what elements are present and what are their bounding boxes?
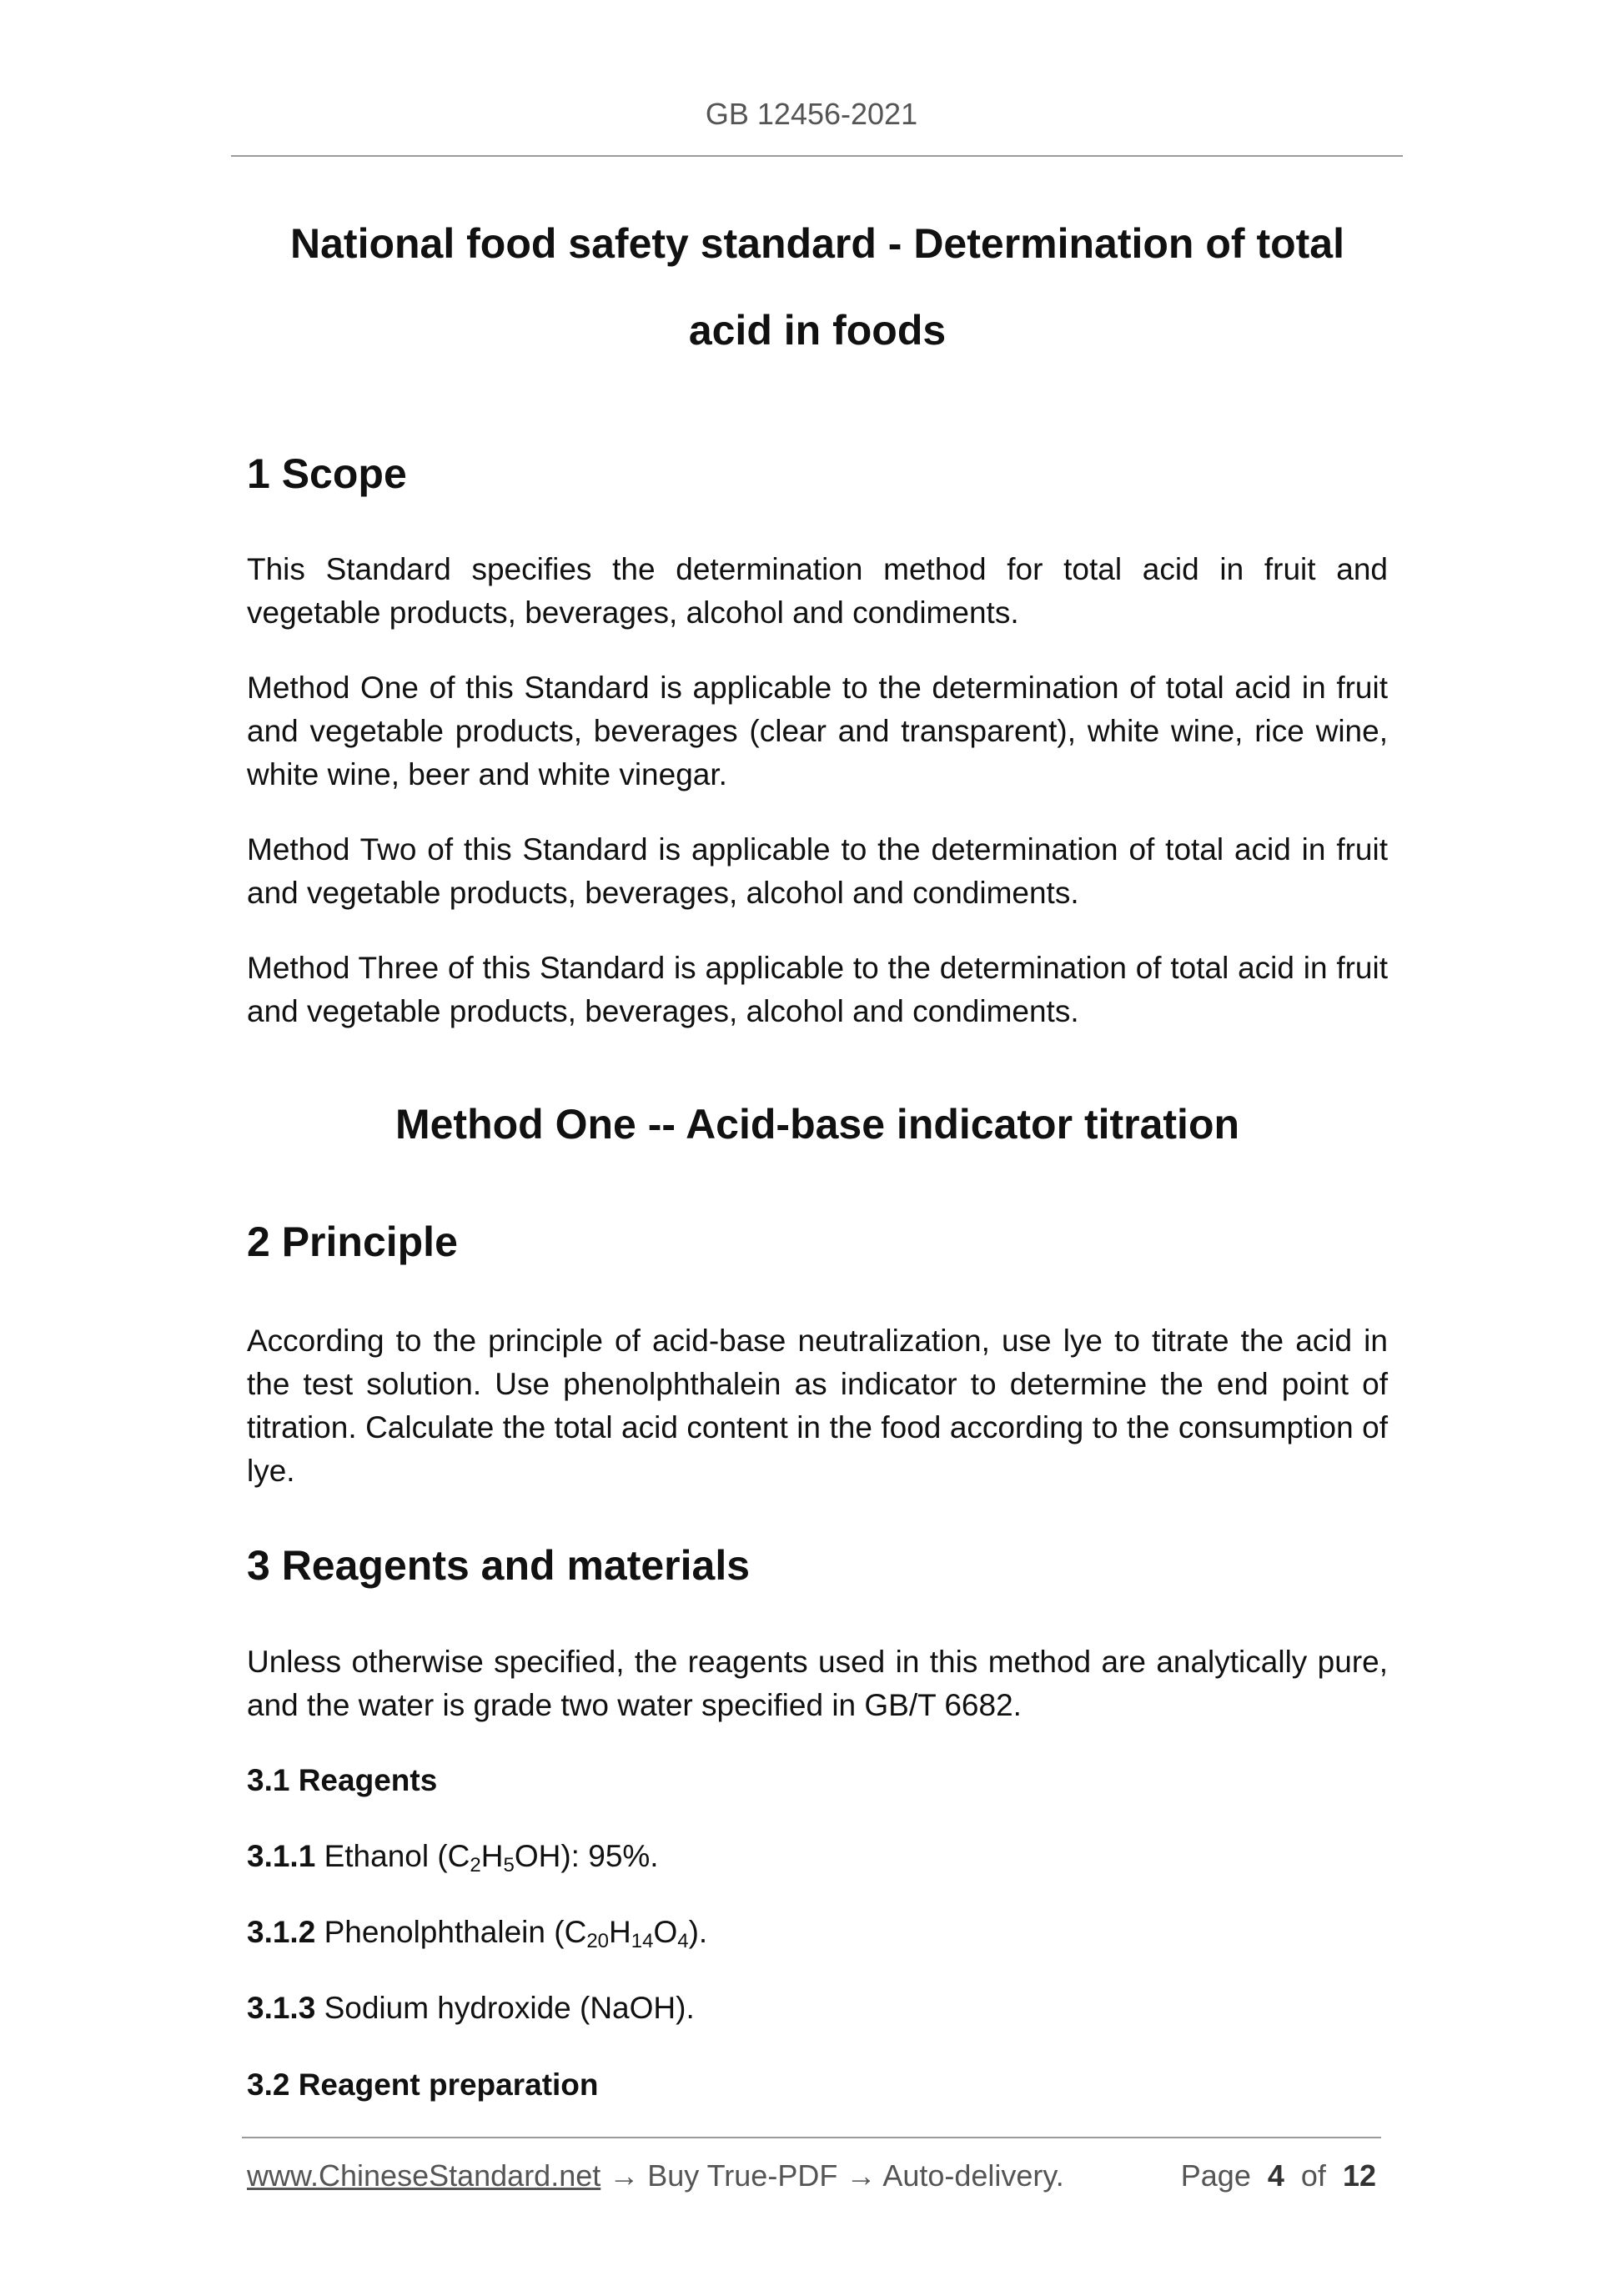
section-3-heading: 3 Reagents and materials [247, 1542, 751, 1589]
page-footer [247, 2158, 1376, 2200]
reagent-item-ethanol: 3.1.1 Ethanol $(C_2H_5OH)$: 95%. [247, 1839, 659, 1876]
subsection-3-1-heading: 3.1 Reagents [247, 1763, 438, 1797]
running-header: GB 12456-2021 [705, 97, 918, 131]
scope-paragraph-3: Method Two of this Standard is applicable to the determination of total acid in fruit and vegetable products, beverages, alcohol and condiments. [247, 832, 1388, 910]
current-page-number: 4 [1267, 2158, 1284, 2193]
section-1-heading: 1 Scope [247, 450, 407, 497]
method-one-heading: Method One -- Acid-base indicator titration [394, 1101, 1240, 1148]
subsection-3-2-heading: 3.2 Reagent preparation [247, 2067, 599, 2102]
scope-paragraph-1: This Standard specifies the determination method for total acid in fruit and vegetable products, beverages, alcohol and condiments. [247, 552, 1388, 630]
header-divider [231, 155, 1403, 157]
scope-paragraph-2: Method One of this Standard is applicable to the determination of total acid in fruit and vegetable products, beverages (clear and transparent), white wine, rice wine, white wine, beer and white vinegar. [247, 671, 1388, 791]
document-title-line-1: National food safety standard - Determination of total [290, 220, 1344, 267]
site-link[interactable]: www.ChineseStandard.net [247, 2158, 601, 2193]
promo-text: → Buy True-PDF → Auto-delivery. [600, 2158, 1064, 2193]
principle-paragraph: According to the principle of acid-base neutralization, use lye to titrate the acid in the test solution. Use phenolphthalein as indicator to determine the end point of titration. Calculate the total acid content in the food according to the consumption of lye. [247, 1324, 1388, 1488]
page-indicator: Page 4 of 12 [1180, 2158, 1376, 2193]
section-2-heading: 2 Principle [247, 1218, 458, 1265]
reagent-item-phenolphthalein: 3.1.2 Phenolphthalein $(C_{20}H_{14}O_4)$. [247, 1915, 708, 1952]
reagent-item-sodium-hydroxide: 3.1.3 Sodium hydroxide (NaOH). [247, 1991, 695, 2025]
reagents-paragraph: Unless otherwise specified, the reagents used in this method are analytically pure, and the water is grade two water specified in GB/T 6682. [247, 1645, 1388, 1722]
footer-divider [242, 2137, 1381, 2138]
document-title-line-2: acid in foods [688, 307, 947, 354]
total-page-count: 12 [1342, 2158, 1376, 2193]
footer-promo [247, 2158, 1064, 2193]
document-title [247, 200, 1388, 374]
scope-paragraph-4: Method Three of this Standard is applicable to the determination of total acid in fruit and vegetable products, beverages, alcohol and condiments. [247, 951, 1388, 1028]
